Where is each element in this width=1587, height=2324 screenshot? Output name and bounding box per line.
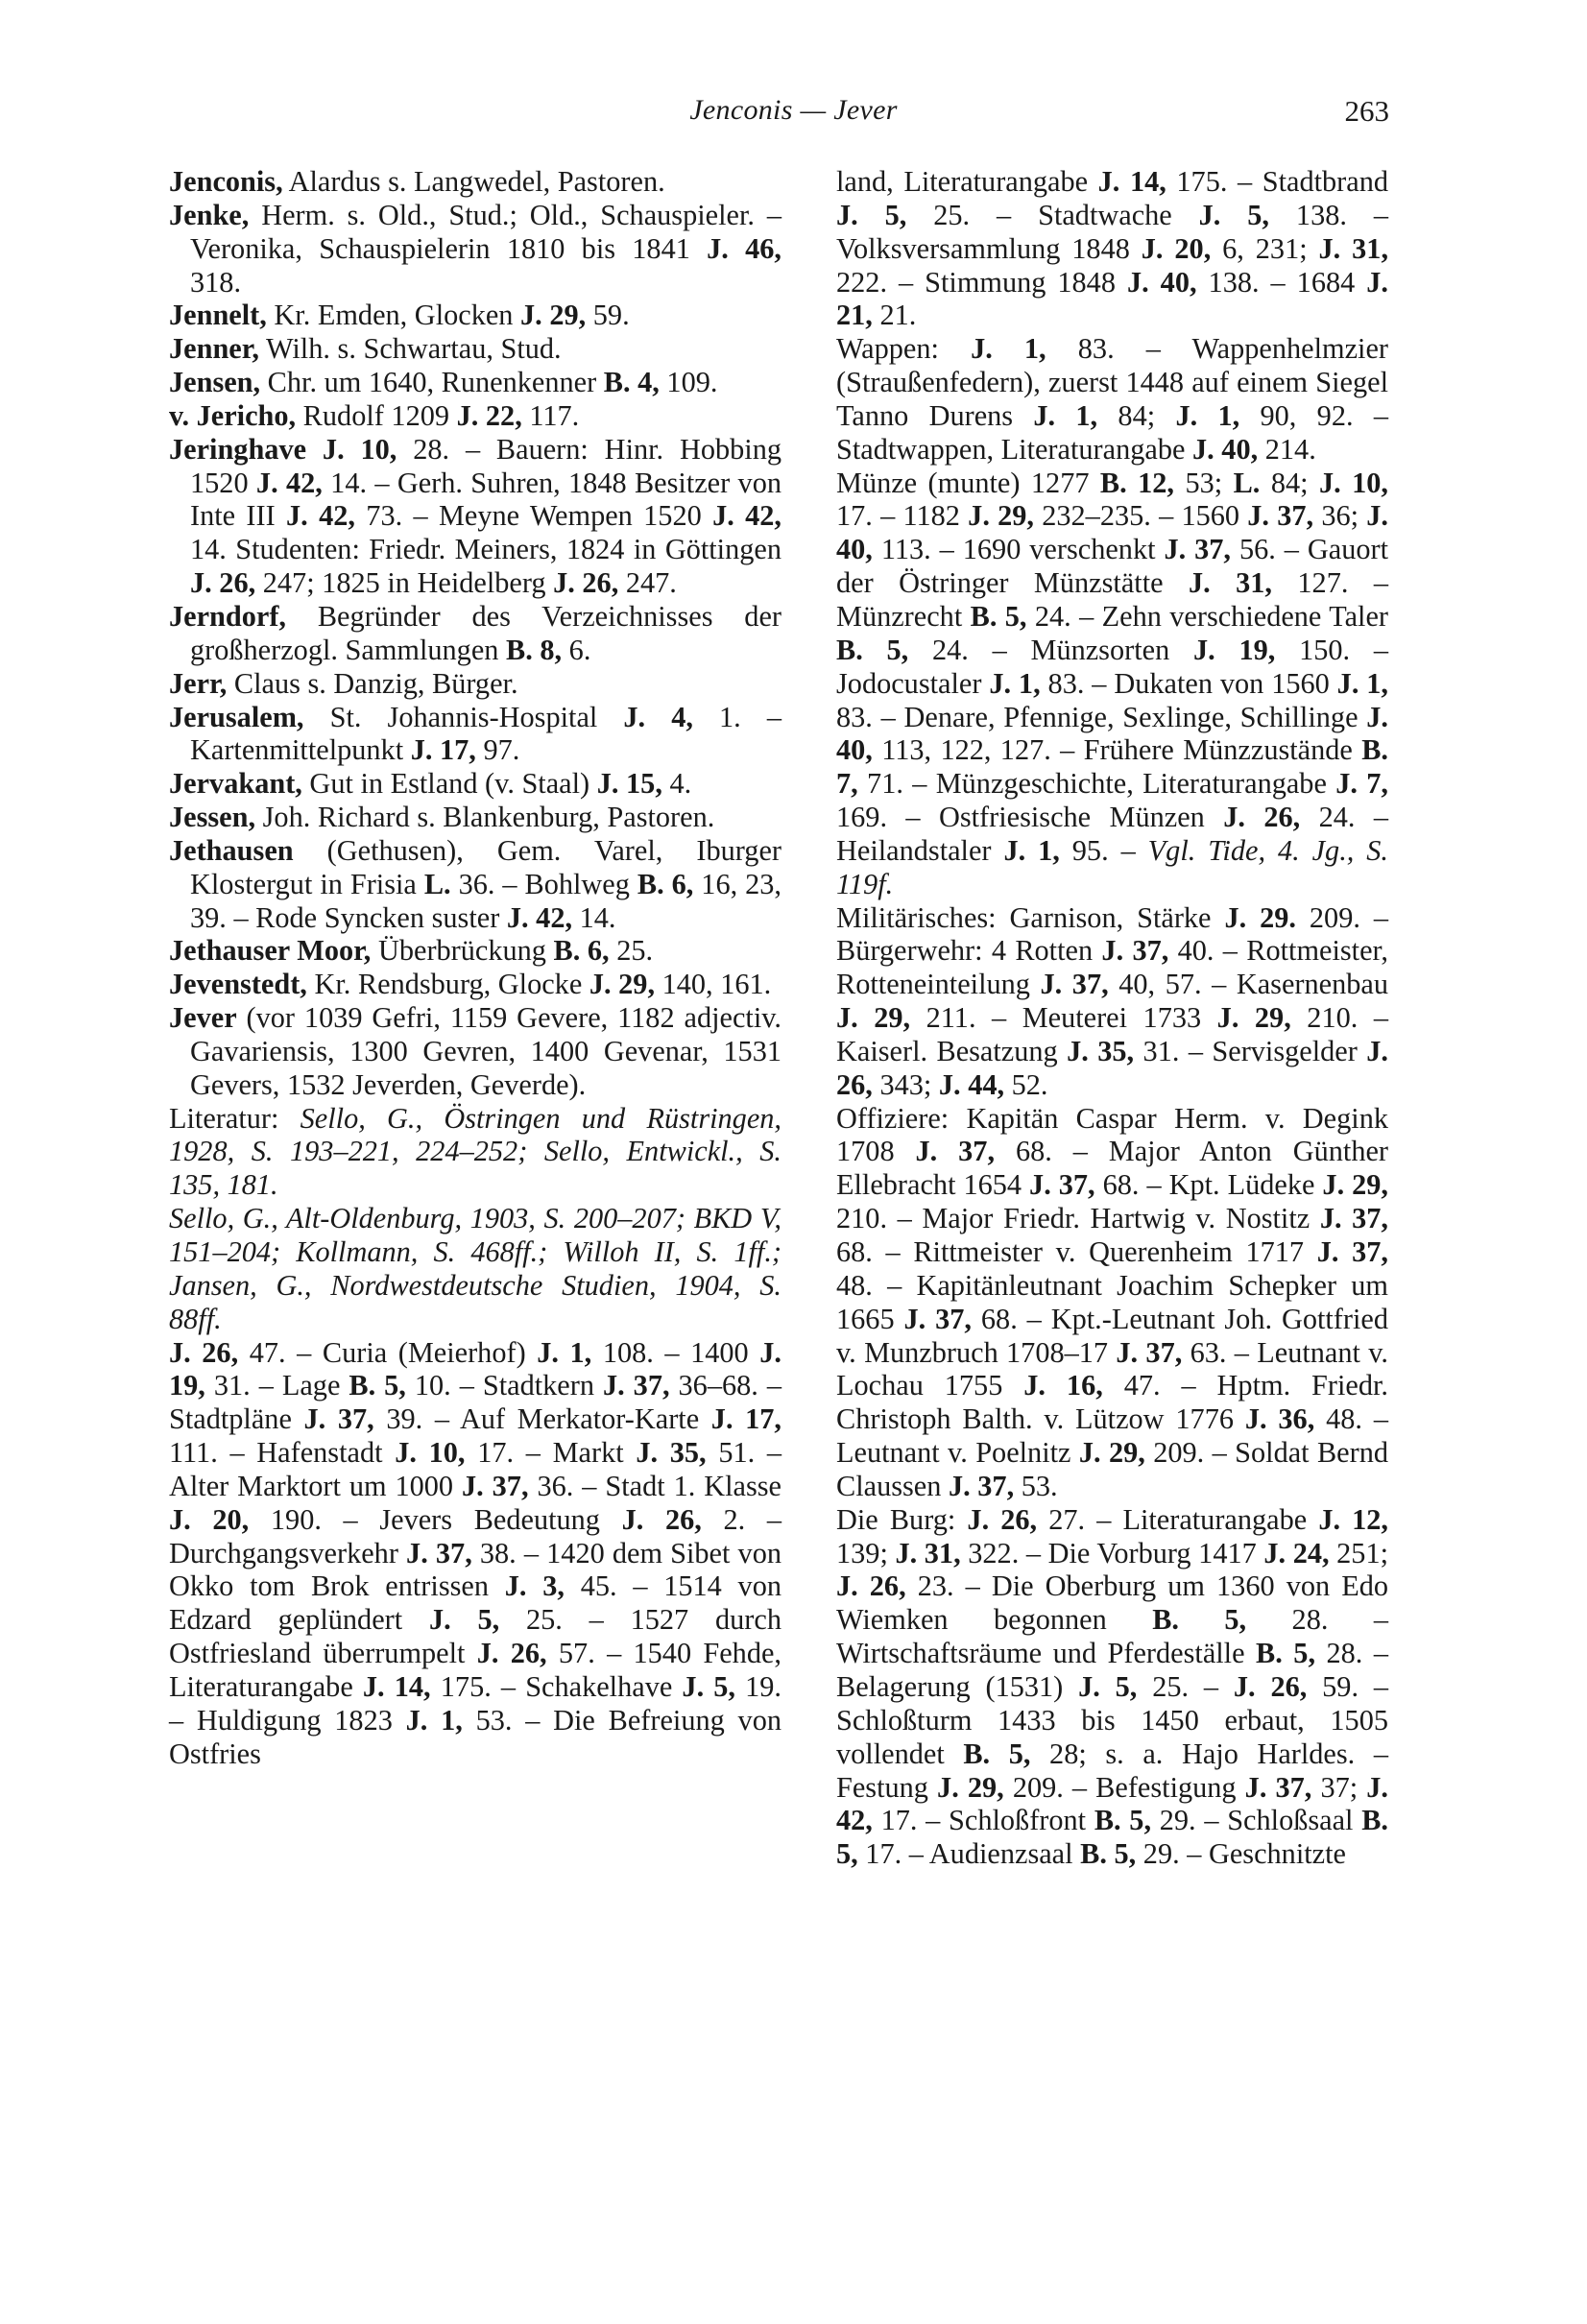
volume-reference: J. 36,: [1244, 1402, 1315, 1436]
volume-reference: J. 42,: [286, 499, 355, 533]
volume-reference: J. 5,: [1198, 198, 1270, 231]
entry-text: 14. – Gerh. Suhren, 1848 Besitzer von Inte III: [190, 466, 781, 533]
entry-text: 29. – Schloßsaal: [1151, 1804, 1362, 1837]
entry-text: 53. – Die Befreiung von Ostfries: [169, 1703, 781, 1770]
page-number: 263: [1344, 94, 1389, 128]
literature-citation: Sello, G., Östringen und Rüstringen, 1928, S. 193–221, 224–252; Sello, Entwickl., S. 135, 181.: [169, 1101, 781, 1202]
entry-text: 84;: [1260, 466, 1319, 499]
index-entry: [169, 968, 781, 1001]
volume-reference: J. 42,: [836, 1770, 1388, 1837]
entry-text: Alardus s. Langwedel, Pastoren.: [282, 165, 665, 198]
entry-text: 59. – Schloßturm 1433 bis 1450 erbaut, 1505 vollendet: [836, 1669, 1389, 1770]
volume-reference: J. 16,: [1023, 1369, 1103, 1402]
entry-text: Wappen:: [836, 332, 972, 366]
volume-reference: J. 40,: [836, 700, 1388, 767]
entry-text: 19. – Huldigung 1823: [169, 1669, 781, 1737]
volume-reference: J. 31,: [895, 1536, 961, 1569]
index-column-left: [169, 165, 781, 1771]
volume-reference: J. 19,: [1192, 633, 1276, 666]
index-paragraph: [836, 901, 1388, 1102]
volume-reference: J. 29,: [1078, 1436, 1145, 1470]
entry-text: 10. – Stadtkern: [405, 1369, 603, 1402]
volume-reference: J. 29,: [937, 1770, 1004, 1804]
entry-text: Chr. um 1640, Runenkenner: [260, 366, 604, 399]
volume-reference: J. 29,: [968, 499, 1034, 533]
entry-text: 150. – Jodocustaler: [836, 633, 1388, 700]
entry-text: 214.: [1258, 432, 1316, 466]
entry-text: 53.: [1014, 1469, 1058, 1502]
volume-reference: J. 37,: [1247, 499, 1314, 533]
entry-headword: Jethauser Moor,: [169, 934, 372, 968]
entry-text: St. Johannis-Hospital: [303, 700, 624, 733]
entry-text: 169. – Ostfriesische Münzen: [836, 801, 1224, 834]
volume-reference: B. 5,: [349, 1369, 406, 1402]
volume-reference: J. 10,: [395, 1436, 466, 1470]
volume-reference: J. 37,: [1164, 533, 1232, 566]
volume-reference: B. 5,: [970, 599, 1027, 633]
entry-text: 51. – Alter Marktort um 1000: [169, 1436, 782, 1502]
volume-reference: J. 1,: [1175, 398, 1240, 432]
volume-reference: J. 37,: [1040, 968, 1109, 1001]
entry-text: 37;: [1311, 1770, 1367, 1804]
volume-reference: J. 5,: [682, 1669, 735, 1703]
index-paragraph: [169, 1336, 781, 1771]
volume-reference: J. 40,: [1192, 432, 1259, 466]
volume-reference: J. 29,: [1322, 1168, 1388, 1202]
entry-text: 28. – Wirtschaftsräume und Pferdeställe: [836, 1603, 1388, 1670]
entry-text: 318.: [190, 265, 242, 299]
volume-reference: B. 5,: [1094, 1804, 1152, 1837]
entry-text: Begründer des Verzeichnisses der großherzogl. Sammlungen: [190, 599, 781, 666]
volume-reference: J. 42,: [712, 499, 782, 533]
volume-reference: B. 6,: [637, 867, 694, 900]
entry-text: 138. – 1684: [1196, 265, 1367, 299]
volume-reference: J. 1,: [537, 1335, 592, 1369]
entry-text: 210. – Kaiserl. Besatzung: [836, 1001, 1388, 1067]
entry-text: 68. – Rittmeister v. Querenheim 1717: [836, 1235, 1317, 1268]
entry-text: 140, 161.: [655, 968, 772, 1001]
index-entry: [169, 198, 781, 299]
volume-reference: J. 26,: [836, 1569, 906, 1603]
index-entry: [169, 366, 781, 399]
volume-reference: B. 5,: [836, 1804, 1388, 1871]
entry-text: 53;: [1174, 466, 1234, 499]
entry-text: 210. – Major Friedr. Hartwig v. Nostitz: [836, 1202, 1320, 1235]
volume-reference: J. 14,: [1097, 165, 1166, 198]
entry-text: [306, 433, 323, 466]
entry-text: 247; 1825 in Heidelberg: [255, 566, 554, 600]
index-paragraph: [836, 467, 1388, 901]
volume-reference: J. 26,: [967, 1502, 1038, 1536]
volume-reference: L.: [423, 867, 451, 900]
volume-reference: J. 42,: [255, 466, 323, 499]
running-title: Jenconis — Jever: [689, 94, 898, 126]
entry-headword: Jessen,: [169, 801, 256, 834]
entry-text: 68. – Kpt.-Leutnant Joh. Gottfried v. Munzbruch 1708–17: [836, 1302, 1389, 1369]
entry-text: 45. – 1514 von Edzard geplündert: [169, 1569, 782, 1637]
volume-reference: J. 42,: [506, 900, 573, 934]
index-entry: [169, 165, 781, 199]
entry-text: 47. – Curia (Meierhof): [238, 1335, 538, 1369]
entry-text: 209. – Soldat Bernd Claussen: [836, 1436, 1389, 1502]
volume-reference: B. 6,: [553, 934, 610, 968]
volume-reference: J. 44,: [938, 1067, 1005, 1101]
volume-reference: J. 20,: [169, 1502, 250, 1536]
entry-text: 23. – Die Oberburg um 1360 von Edo Wiemken begonnen: [836, 1569, 1388, 1637]
volume-reference: J. 29,: [589, 968, 656, 1001]
volume-reference: J. 29,: [836, 1001, 911, 1035]
entry-text: 232–235. – 1560: [1034, 499, 1248, 533]
entry-text: 40, 57. – Kasernenbau: [1108, 968, 1388, 1001]
entry-text: 84;: [1097, 398, 1176, 432]
entry-text: 36. – Bohlweg: [450, 867, 637, 900]
literature-citation: Vgl. Tide, 4. Jg., S. 119f.: [836, 833, 1389, 900]
volume-reference: B. 12,: [1099, 466, 1175, 499]
entry-text: 48. – Kapitänleutnant Joachim Schepker um 1665: [836, 1268, 1388, 1335]
entry-text: 6, 231;: [1211, 231, 1319, 265]
entry-text: 90, 92. – Stadtwappen, Literaturangabe: [836, 398, 1388, 466]
index-entry: [169, 1001, 781, 1102]
entry-text: 175. – Schakelhave: [430, 1669, 683, 1703]
entry-text: 39. – Auf Merkator-Karte: [373, 1402, 711, 1436]
entry-text: 56. – Gauort der Östringer Münzstätte: [836, 533, 1388, 600]
entry-text: 73. – Meyne Wempen 1520: [354, 499, 713, 533]
entry-text: 25. – 1527 durch Ostfriesland überrumpelt: [169, 1603, 781, 1670]
volume-reference: B. 5,: [1080, 1837, 1137, 1871]
entry-text: 113, 122, 127. – Frühere Münzzustände: [872, 733, 1362, 767]
entry-text: 52.: [1004, 1067, 1048, 1101]
entry-text: Joh. Richard s. Blankenburg, Pastoren.: [255, 801, 715, 834]
entry-headword: Jerr,: [169, 666, 228, 700]
volume-reference: J. 12,: [1318, 1502, 1389, 1536]
entry-text: Münze (munte) 1277: [836, 466, 1100, 499]
entry-text: 6.: [562, 633, 591, 666]
index-paragraph: [836, 1102, 1388, 1503]
index-entry: [169, 666, 781, 701]
entry-text: 25. –: [1137, 1669, 1234, 1703]
volume-reference: J. 1,: [405, 1703, 463, 1737]
volume-reference: J. 37,: [1244, 1770, 1312, 1804]
entry-text: 36;: [1313, 499, 1367, 533]
volume-reference: J. 19,: [169, 1335, 782, 1402]
entry-headword: Jerndorf,: [169, 599, 287, 633]
volume-reference: J. 35,: [636, 1436, 707, 1470]
volume-reference: J. 1,: [989, 666, 1041, 700]
entry-text: 40. – Rottmeister, Rotteneinteilung: [836, 934, 1388, 1001]
entry-text: 322. – Die Vorburg 1417: [960, 1536, 1264, 1569]
entry-text: 47. – Hptm. Friedr. Christoph Balth. v. Lützow 1776: [836, 1369, 1388, 1436]
entry-text: 24. – Zehn verschiedene Taler: [1026, 599, 1388, 633]
entry-text: 71. – Münzgeschichte, Literaturangabe: [857, 767, 1336, 801]
entry-text: 109.: [659, 366, 718, 399]
volume-reference: J. 37,: [406, 1536, 472, 1569]
entry-text: 48. – Leutnant v. Poelnitz: [836, 1402, 1388, 1470]
entry-text: Offiziere: Kapitän Caspar Herm. v. Degink 1708: [836, 1101, 1388, 1168]
index-entry: [169, 432, 782, 600]
volume-reference: B. 5,: [963, 1737, 1031, 1770]
index-paragraph: [169, 1202, 781, 1335]
entry-text: 14.: [572, 900, 616, 934]
entry-text: 83. – Denare, Pfennige, Sexlinge, Schillinge: [836, 700, 1367, 733]
entry-text: land, Literaturangabe: [836, 165, 1098, 198]
entry-text: 108. – 1400: [591, 1335, 760, 1369]
volume-reference: J. 29.: [1224, 900, 1296, 934]
volume-reference: J. 10,: [322, 432, 397, 466]
entry-headword: Jeringhave: [169, 432, 307, 466]
entry-text: 247.: [618, 566, 677, 600]
index-entry: [169, 934, 781, 968]
running-head: [0, 94, 1587, 132]
entry-text: 29. – Geschnitzte: [1136, 1837, 1346, 1871]
entry-text: 24. – Münzsorten: [908, 633, 1193, 666]
volume-reference: J. 26,: [169, 1335, 239, 1369]
volume-reference: J. 26,: [836, 1034, 1388, 1101]
volume-reference: B. 5,: [1256, 1637, 1316, 1670]
volume-reference: J. 17,: [710, 1402, 782, 1436]
volume-reference: J. 4,: [623, 700, 693, 733]
entry-text: 24. – Heilandstaler: [836, 801, 1389, 867]
volume-reference: J. 1,: [1033, 398, 1098, 432]
volume-reference: J. 17,: [410, 733, 476, 767]
entry-text: Wilh. s. Schwartau, Stud.: [258, 332, 562, 366]
volume-reference: J. 26,: [1223, 801, 1301, 834]
entry-text: 222. – Stimmung 1848: [836, 265, 1127, 299]
entry-text: 190. – Jevers Bedeutung: [249, 1502, 622, 1536]
entry-text: 57. – 1540 Fehde, Literaturangabe: [169, 1637, 781, 1703]
entry-text: Gut in Estland (v. Staal): [301, 767, 597, 801]
entry-text: 14. Studenten: Friedr. Meiners, 1824 in Göttingen: [190, 533, 781, 566]
volume-reference: J. 37,: [1029, 1168, 1095, 1202]
entry-headword: Jethausen: [169, 833, 294, 867]
entry-text: 28. – Bauern: Hinr. Hobbing 1520: [190, 432, 782, 499]
entry-text: (Gethusen), Gem. Varel, Iburger Klostergut in Frisia: [190, 833, 781, 900]
entry-text: 209. – Bürgerwehr: 4 Rotten: [836, 900, 1388, 968]
volume-reference: J. 37,: [1116, 1335, 1183, 1369]
entry-headword: Jenke,: [169, 198, 250, 231]
entry-text: 17. – Markt: [465, 1436, 637, 1470]
entry-headword: Jenner,: [169, 332, 259, 366]
volume-reference: B. 8,: [506, 633, 563, 666]
literature-citation: Sello, G., Alt-Oldenburg, 1903, S. 200–207; BKD V, 151–204; Kollmann, S. 468ff.; Willoh II, S. 1ff.; Jansen, G., Nordwestdeutsche Studien, 1904, S. 88ff.: [169, 1202, 781, 1335]
volume-reference: J. 40,: [1126, 265, 1197, 299]
entry-text: 83. – Wappenhelmzier (Straußenfedern), zuerst 1448 auf einem Siegel Tanno Durens: [836, 332, 1388, 432]
entry-headword: v. Jericho,: [169, 398, 297, 432]
volume-reference: B. 5,: [1152, 1603, 1247, 1637]
entry-headword: Jerusalem,: [169, 700, 304, 733]
volume-reference: J. 24,: [1263, 1536, 1330, 1569]
entry-text: 95. –: [1059, 833, 1148, 867]
entry-text: 111. – Hafenstadt: [169, 1436, 396, 1470]
entry-text: 139;: [836, 1536, 896, 1569]
volume-reference: J. 26,: [1233, 1669, 1308, 1703]
entry-text: 68. – Kpt. Lüdeke: [1094, 1168, 1323, 1202]
volume-reference: J. 37,: [915, 1135, 996, 1168]
volume-reference: B. 4,: [603, 366, 660, 399]
entry-text: Kr. Emden, Glocken: [266, 299, 521, 332]
entry-headword: Jennelt,: [169, 299, 267, 332]
entry-text: 17. – Audienzsaal: [857, 1837, 1081, 1871]
entry-text: 59.: [586, 299, 630, 332]
index-paragraph: [169, 1102, 781, 1203]
entry-text: 36. – Stadt 1. Klasse: [528, 1469, 781, 1502]
volume-reference: J. 10,: [1318, 466, 1388, 499]
volume-reference: J. 26,: [476, 1637, 547, 1670]
entry-text: Überbrückung: [371, 934, 554, 968]
entry-text: 31. – Lage: [204, 1369, 349, 1402]
index-paragraph: [836, 1503, 1388, 1871]
volume-reference: J. 37,: [1316, 1235, 1389, 1268]
volume-reference: J. 29,: [1216, 1001, 1291, 1035]
volume-reference: J. 31,: [1188, 566, 1272, 600]
entry-text: Die Burg:: [836, 1502, 968, 1536]
volume-reference: J. 3,: [504, 1569, 565, 1603]
entry-headword: Jever: [169, 1001, 237, 1035]
volume-reference: J. 37,: [903, 1302, 972, 1335]
volume-reference: J. 21,: [836, 265, 1389, 332]
volume-reference: J. 40,: [836, 499, 1388, 566]
entry-text: Herm. s. Old., Stud.; Old., Schauspieler. – Veronika, Schauspielerin 1810 bis 1841: [190, 198, 781, 265]
entry-text: Kr. Rendsburg, Glocke: [306, 968, 589, 1001]
entry-text: Militärisches: Garnison, Stärke: [836, 900, 1225, 934]
volume-reference: J. 37,: [948, 1469, 1015, 1502]
volume-reference: J. 26,: [553, 566, 619, 600]
volume-reference: B. 7,: [836, 733, 1388, 801]
volume-reference: J. 20,: [1141, 231, 1212, 265]
index-entry: [169, 398, 781, 433]
entry-text: 127. – Münzrecht: [836, 566, 1388, 633]
volume-reference: J. 26,: [190, 566, 256, 600]
volume-reference: J. 35,: [1067, 1034, 1135, 1067]
entry-text: 28. – Belagerung (1531): [836, 1637, 1388, 1703]
entry-text: 38. – 1420 dem Sibet von Okko tom Brok entrissen: [169, 1536, 781, 1603]
entry-text: (vor 1039 Gefri, 1159 Gevere, 1182 adjectiv. Gavariensis, 1300 Gevren, 1400 Gevenar, 1531 Gevers, 1532 Jeverden, Geverde).: [190, 1001, 781, 1101]
entry-text: 113. – 1690 verschenkt: [872, 533, 1165, 566]
entry-text: 251;: [1329, 1536, 1389, 1569]
entry-text: 68. – Major Anton Günther Ellebracht 1654: [836, 1135, 1389, 1202]
volume-reference: J. 26,: [621, 1502, 702, 1536]
volume-reference: J. 37,: [1319, 1202, 1388, 1235]
volume-reference: J. 5,: [428, 1603, 500, 1637]
entry-text: 83. – Dukaten von 1560: [1040, 666, 1337, 700]
entry-text: 31. – Servisgelder: [1134, 1034, 1367, 1067]
volume-reference: J. 37,: [303, 1402, 374, 1436]
volume-reference: J. 29,: [520, 299, 587, 332]
entry-text: 4.: [661, 767, 692, 801]
volume-reference: J. 31,: [1318, 231, 1389, 265]
entry-text: 343;: [872, 1067, 939, 1101]
index-entry: [169, 833, 782, 935]
index-column-right: [836, 165, 1388, 1871]
entry-text: 25.: [609, 934, 654, 968]
entry-text: 28; s. a. Hajo Harldes. – Festung: [836, 1737, 1388, 1804]
entry-text: 17. – 1182: [836, 499, 969, 533]
entry-text: 16, 23, 39. – Rode Syncken suster: [190, 867, 782, 934]
entry-headword: Jevenstedt,: [169, 968, 307, 1001]
index-entry: [169, 599, 781, 667]
entry-text: 25. – Stadtwache: [906, 198, 1199, 231]
entry-text: 138. – Volksversammlung 1848: [836, 198, 1388, 265]
index-entry: [169, 332, 781, 366]
volume-reference: J. 5,: [836, 198, 907, 231]
volume-reference: B. 5,: [836, 633, 909, 666]
index-entry: [169, 767, 781, 801]
index-entry: [169, 700, 781, 768]
volume-reference: J. 7,: [1335, 767, 1388, 801]
index-paragraph: [836, 332, 1388, 466]
index-entry: [169, 801, 781, 834]
entry-text: 1. – Kartenmittelpunkt: [190, 700, 781, 767]
index-entry: [169, 299, 781, 332]
entry-text: Literatur:: [169, 1101, 301, 1135]
entry-headword: Jensen,: [169, 366, 261, 399]
volume-reference: J. 37,: [462, 1469, 529, 1502]
entry-text: 21.: [872, 299, 917, 332]
entry-text: 63. – Leutnant v. Lochau 1755: [836, 1335, 1388, 1402]
entry-text: Rudolf 1209: [296, 398, 457, 432]
entry-text: 17. – Schloßfront: [872, 1804, 1094, 1837]
volume-reference: J. 5,: [1078, 1669, 1138, 1703]
volume-reference: J. 1,: [1336, 666, 1389, 700]
volume-reference: J. 14,: [362, 1669, 431, 1703]
entry-text: 211. – Meuterei 1733: [910, 1001, 1217, 1035]
entry-text: 97.: [475, 733, 520, 767]
volume-reference: J. 1,: [971, 332, 1046, 366]
entry-text: 175. – Stadtbrand: [1166, 165, 1388, 198]
entry-text: 2. – Durchgangsverkehr: [169, 1502, 782, 1569]
volume-reference: J. 15,: [596, 767, 662, 801]
entry-text: 117.: [521, 398, 580, 432]
volume-reference: J. 46,: [707, 231, 781, 265]
entry-text: 27. – Literaturangabe: [1037, 1502, 1319, 1536]
entry-headword: Jervakant,: [169, 767, 302, 801]
entry-text: Claus s. Danzig, Bürger.: [227, 666, 518, 700]
volume-reference: L.: [1233, 466, 1261, 499]
volume-reference: J. 37,: [602, 1369, 670, 1402]
entry-text: 36–68. – Stadtpläne: [169, 1369, 781, 1436]
volume-reference: J. 22,: [456, 398, 522, 432]
entry-headword: Jenconis,: [169, 165, 283, 198]
entry-text: 209. – Befestigung: [1003, 1770, 1245, 1804]
volume-reference: J. 37,: [1101, 934, 1169, 968]
index-paragraph: [836, 165, 1388, 332]
volume-reference: J. 1,: [1003, 833, 1060, 867]
